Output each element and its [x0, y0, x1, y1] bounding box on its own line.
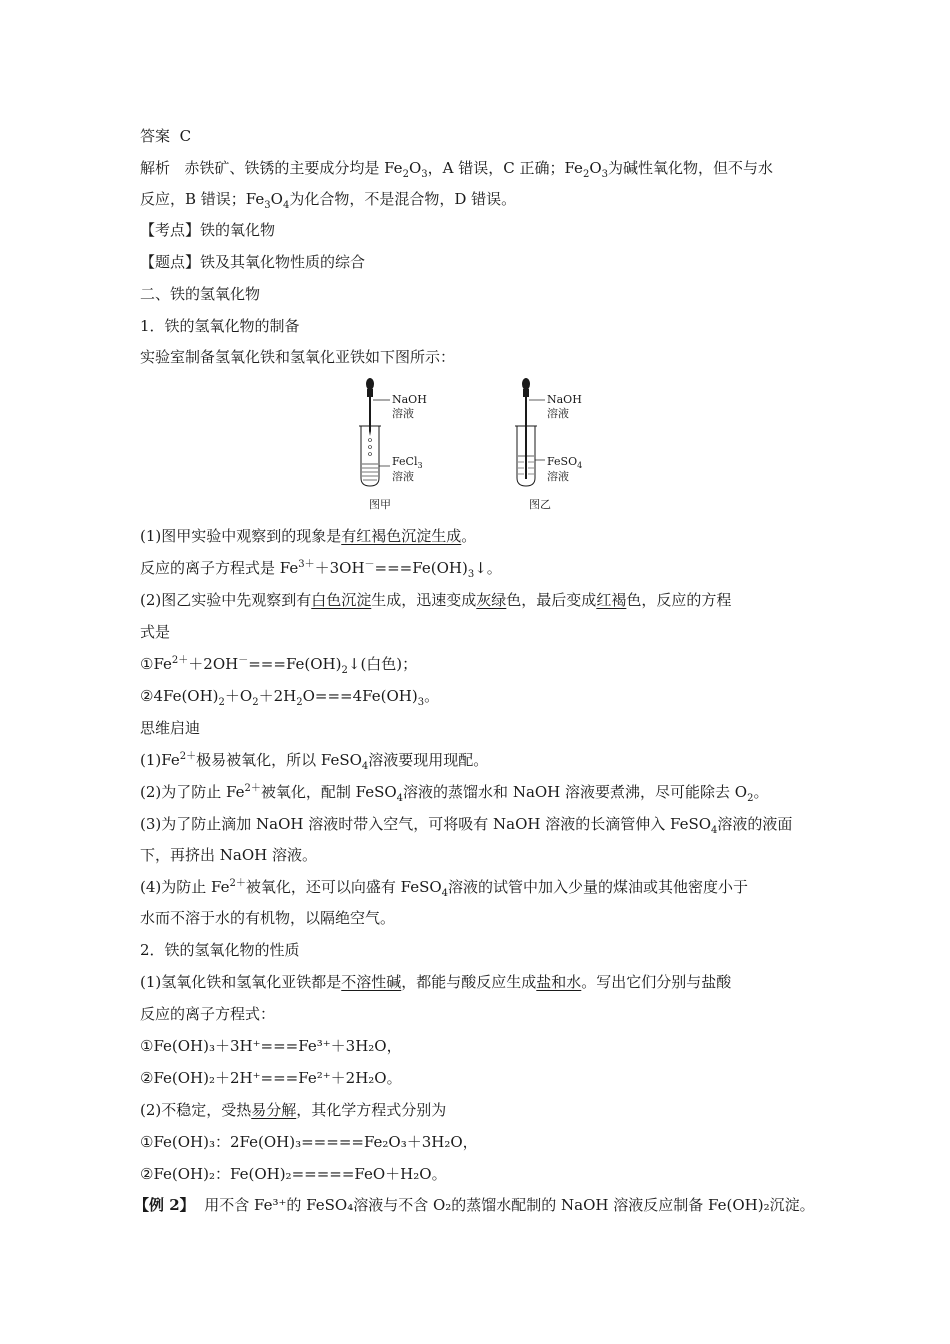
eq-text: ＋O [224, 687, 253, 705]
eq-text: 。 [424, 687, 440, 705]
q1-equation: 反应的离子方程式是 $Fe^{3+}+3OH^-===Fe(OH)_3↓$。 [140, 559, 502, 580]
answer-line [140, 126, 191, 146]
dropper-right [522, 378, 530, 479]
prop-answer-2: 盐和水 [536, 973, 582, 991]
subsection-heading-1: 1．铁的氢氧化物的制备 [140, 317, 300, 335]
thinking-p3-line2: 下，再挤出 NaOH 溶液。 [140, 846, 317, 864]
thinking-p4-line1: (4)为防止 $Fe^{2+}$被氧化，还可以向盛有 FeSO$_4$溶液的试管中加入少量的煤油或其他密度小于 [140, 878, 749, 899]
prop-answer-1: 不溶性碱 [341, 973, 402, 991]
thinking-title: 思维启迪 [140, 719, 201, 737]
analysis-text: 反应，B 错误；Fe [140, 190, 265, 208]
thinking-p3-line1: (3)为了防止滴加 NaOH 溶液时带入空气，可将吸有 NaOH 溶液的长滴管伸入 FeSO$_4$溶液的液面 [140, 815, 793, 836]
properties-p2 [140, 1100, 446, 1120]
example-text: 用不含 Fe³⁺的 FeSO₄溶液与不含 O₂的蒸馏水配制的 NaOH 溶液反应制备 Fe(OH)₂沉淀。 [204, 1196, 815, 1214]
eq-text: ===Fe(OH) [374, 559, 468, 577]
q2-text: 生成，迅速变成 [371, 591, 477, 609]
q2-line-1 [140, 590, 731, 610]
analysis-line-2: 反应，B 错误；$Fe_3O_4$为化合物，不是混合物，D 错误。 [140, 190, 517, 211]
thinking-text: 。 [753, 783, 769, 801]
thinking-p2: (2)为了防止 $Fe^{2+}$被氧化，配制 FeSO$_4$溶液的蒸馏水和 NaOH 溶液要煮沸，尽可能除去 $O_2$。 [140, 783, 769, 804]
analysis-text: ，A 错误，C 正确；Fe [427, 159, 583, 177]
analysis-label: 解析 [140, 159, 171, 177]
q2-text: 色，最后变成 [506, 591, 597, 609]
right-reagent-bottom-2: 溶液 [547, 470, 569, 483]
q2-text: (2)图乙实验中先观察到有 [140, 591, 312, 609]
q2-answer-1: 白色沉淀 [311, 591, 372, 609]
eq-text: ①Fe [140, 655, 172, 673]
thinking-p4-line2: 水而不溶于水的有机物，以隔绝空气。 [140, 909, 396, 927]
example-2-line [134, 1195, 815, 1215]
analysis-text: 为化合物，不是混合物，D 错误。 [289, 190, 517, 208]
right-reagent-bottom: FeSO$_4$ [547, 455, 583, 470]
thinking-text: 溶液要现用现配。 [368, 751, 489, 769]
eq-text: ＋3OH [314, 559, 365, 577]
equation-2: $②4Fe(OH)_2+O_2+2H_2O===4Fe(OH)_3$。 [140, 687, 440, 708]
answer-value: C [179, 127, 192, 145]
thinking-text: (1)Fe [140, 751, 180, 769]
eq-text: 反应的离子方程式是 Fe [140, 559, 299, 577]
eq-text: ↓。 [474, 559, 502, 577]
properties-p1-line2: 反应的离子方程式： [140, 1005, 276, 1023]
left-reagent-top: NaOH [392, 393, 427, 406]
eq-text: O===4Fe(OH) [302, 687, 418, 705]
eq-text: ===Fe(OH) [248, 655, 342, 673]
analysis-text: 赤铁矿、铁锈的主要成分均是 Fe [184, 159, 403, 177]
q1-text: 。 [461, 527, 477, 545]
prop-answer-3: 易分解 [251, 1101, 297, 1119]
eq-text: ②4Fe(OH) [140, 687, 219, 705]
intro-text: 实验室制备氢氧化铁和氢氧化亚铁如下图所示： [140, 348, 456, 366]
acid-equation-1: ①Fe(OH)₃＋3H⁺===Fe³⁺＋3H₂O， [140, 1037, 402, 1055]
prop-text: (2)不稳定，受热 [140, 1101, 252, 1119]
thinking-text: 被氧化，配制 FeSO [260, 783, 397, 801]
thinking-text: (2)为了防止 Fe [140, 783, 245, 801]
acid-equation-2: ②Fe(OH)₂＋2H⁺===Fe²⁺＋2H₂O。 [140, 1069, 402, 1087]
section-heading: 二、铁的氢氧化物 [140, 285, 261, 303]
q2-answer-2: 灰绿 [476, 591, 507, 609]
caption-yi: 图乙 [529, 498, 551, 511]
example-label: 【例 2】 [134, 1196, 195, 1214]
analysis-line-1: 解析 赤铁矿、铁锈的主要成分均是 $Fe_2O_3$，A 错误，C 正确；$Fe_2O_3$为碱性氧化物，但不与水 [140, 159, 774, 180]
prop-text: ，都能与酸反应生成 [401, 973, 537, 991]
q1-text: (1)图甲实验中观察到的现象是 [140, 527, 342, 545]
apparatus-figure [340, 378, 610, 513]
decomp-equation-1: ①Fe(OH)₃：2Fe(OH)₃=====Fe₂O₃＋3H₂O， [140, 1133, 478, 1151]
equation-1: $①Fe^{2+}+2OH^-===Fe(OH)_2↓$(白色)； [140, 655, 418, 676]
q1-answer: 有红褐色沉淀生成 [341, 527, 462, 545]
right-reagent-top-2: 溶液 [547, 407, 569, 420]
thinking-text: 溶液的液面 [717, 815, 793, 833]
prop-text: ，其化学方程式分别为 [296, 1101, 447, 1119]
prop-text: (1)氢氧化铁和氢氧化亚铁都是 [140, 973, 342, 991]
thinking-text: 极易被氧化，所以 FeSO [196, 751, 362, 769]
dropper-left [366, 378, 374, 436]
prop-text: 。写出它们分别与盐酸 [581, 973, 732, 991]
thinking-text: (3)为了防止滴加 NaOH 溶液时带入空气，可将吸有 NaOH 溶液的长滴管伸入 FeSO [140, 815, 712, 833]
left-reagent-top-2: 溶液 [392, 407, 414, 420]
thinking-p1: $(1)Fe^{2+}$极易被氧化，所以 FeSO$_4$溶液要现用现配。 [140, 751, 489, 772]
left-reagent-bottom-2: 溶液 [392, 470, 414, 483]
subsection-heading-2: 2．铁的氢氧化物的性质 [140, 941, 300, 959]
thinking-text: (4)为防止 Fe [140, 878, 230, 896]
thinking-text: 溶液的试管中加入少量的煤油或其他密度小于 [448, 878, 749, 896]
thinking-text: 溶液的蒸馏水和 NaOH 溶液要煮沸，尽可能除去 O [403, 783, 748, 801]
tag-tidian: 【题点】铁及其氧化物性质的综合 [140, 253, 366, 271]
decomp-equation-2: ②Fe(OH)₂：Fe(OH)₂=====FeO＋H₂O。 [140, 1165, 447, 1183]
right-reagent-top: NaOH [547, 393, 582, 406]
q2-line-2: 式是 [140, 623, 171, 641]
eq-text: ＋2OH [188, 655, 239, 673]
thinking-text: 被氧化，还可以向盛有 FeSO [245, 878, 442, 896]
eq-text: ↓(白色)； [347, 655, 418, 673]
answer-label: 答案 [140, 127, 171, 145]
eq-text: ＋2H [258, 687, 297, 705]
q1-line [140, 526, 476, 546]
caption-jia: 图甲 [369, 498, 391, 511]
analysis-text: O [408, 159, 422, 177]
left-reagent-bottom: FeCl$_3$ [392, 455, 423, 470]
tag-kaodian: 【考点】铁的氧化物 [140, 221, 276, 239]
q2-answer-3: 红褐 [596, 591, 627, 609]
properties-p1-line1 [140, 972, 731, 992]
q2-text: 色，反应的方程 [626, 591, 732, 609]
analysis-text: 为碱性氧化物，但不与水 [608, 159, 774, 177]
